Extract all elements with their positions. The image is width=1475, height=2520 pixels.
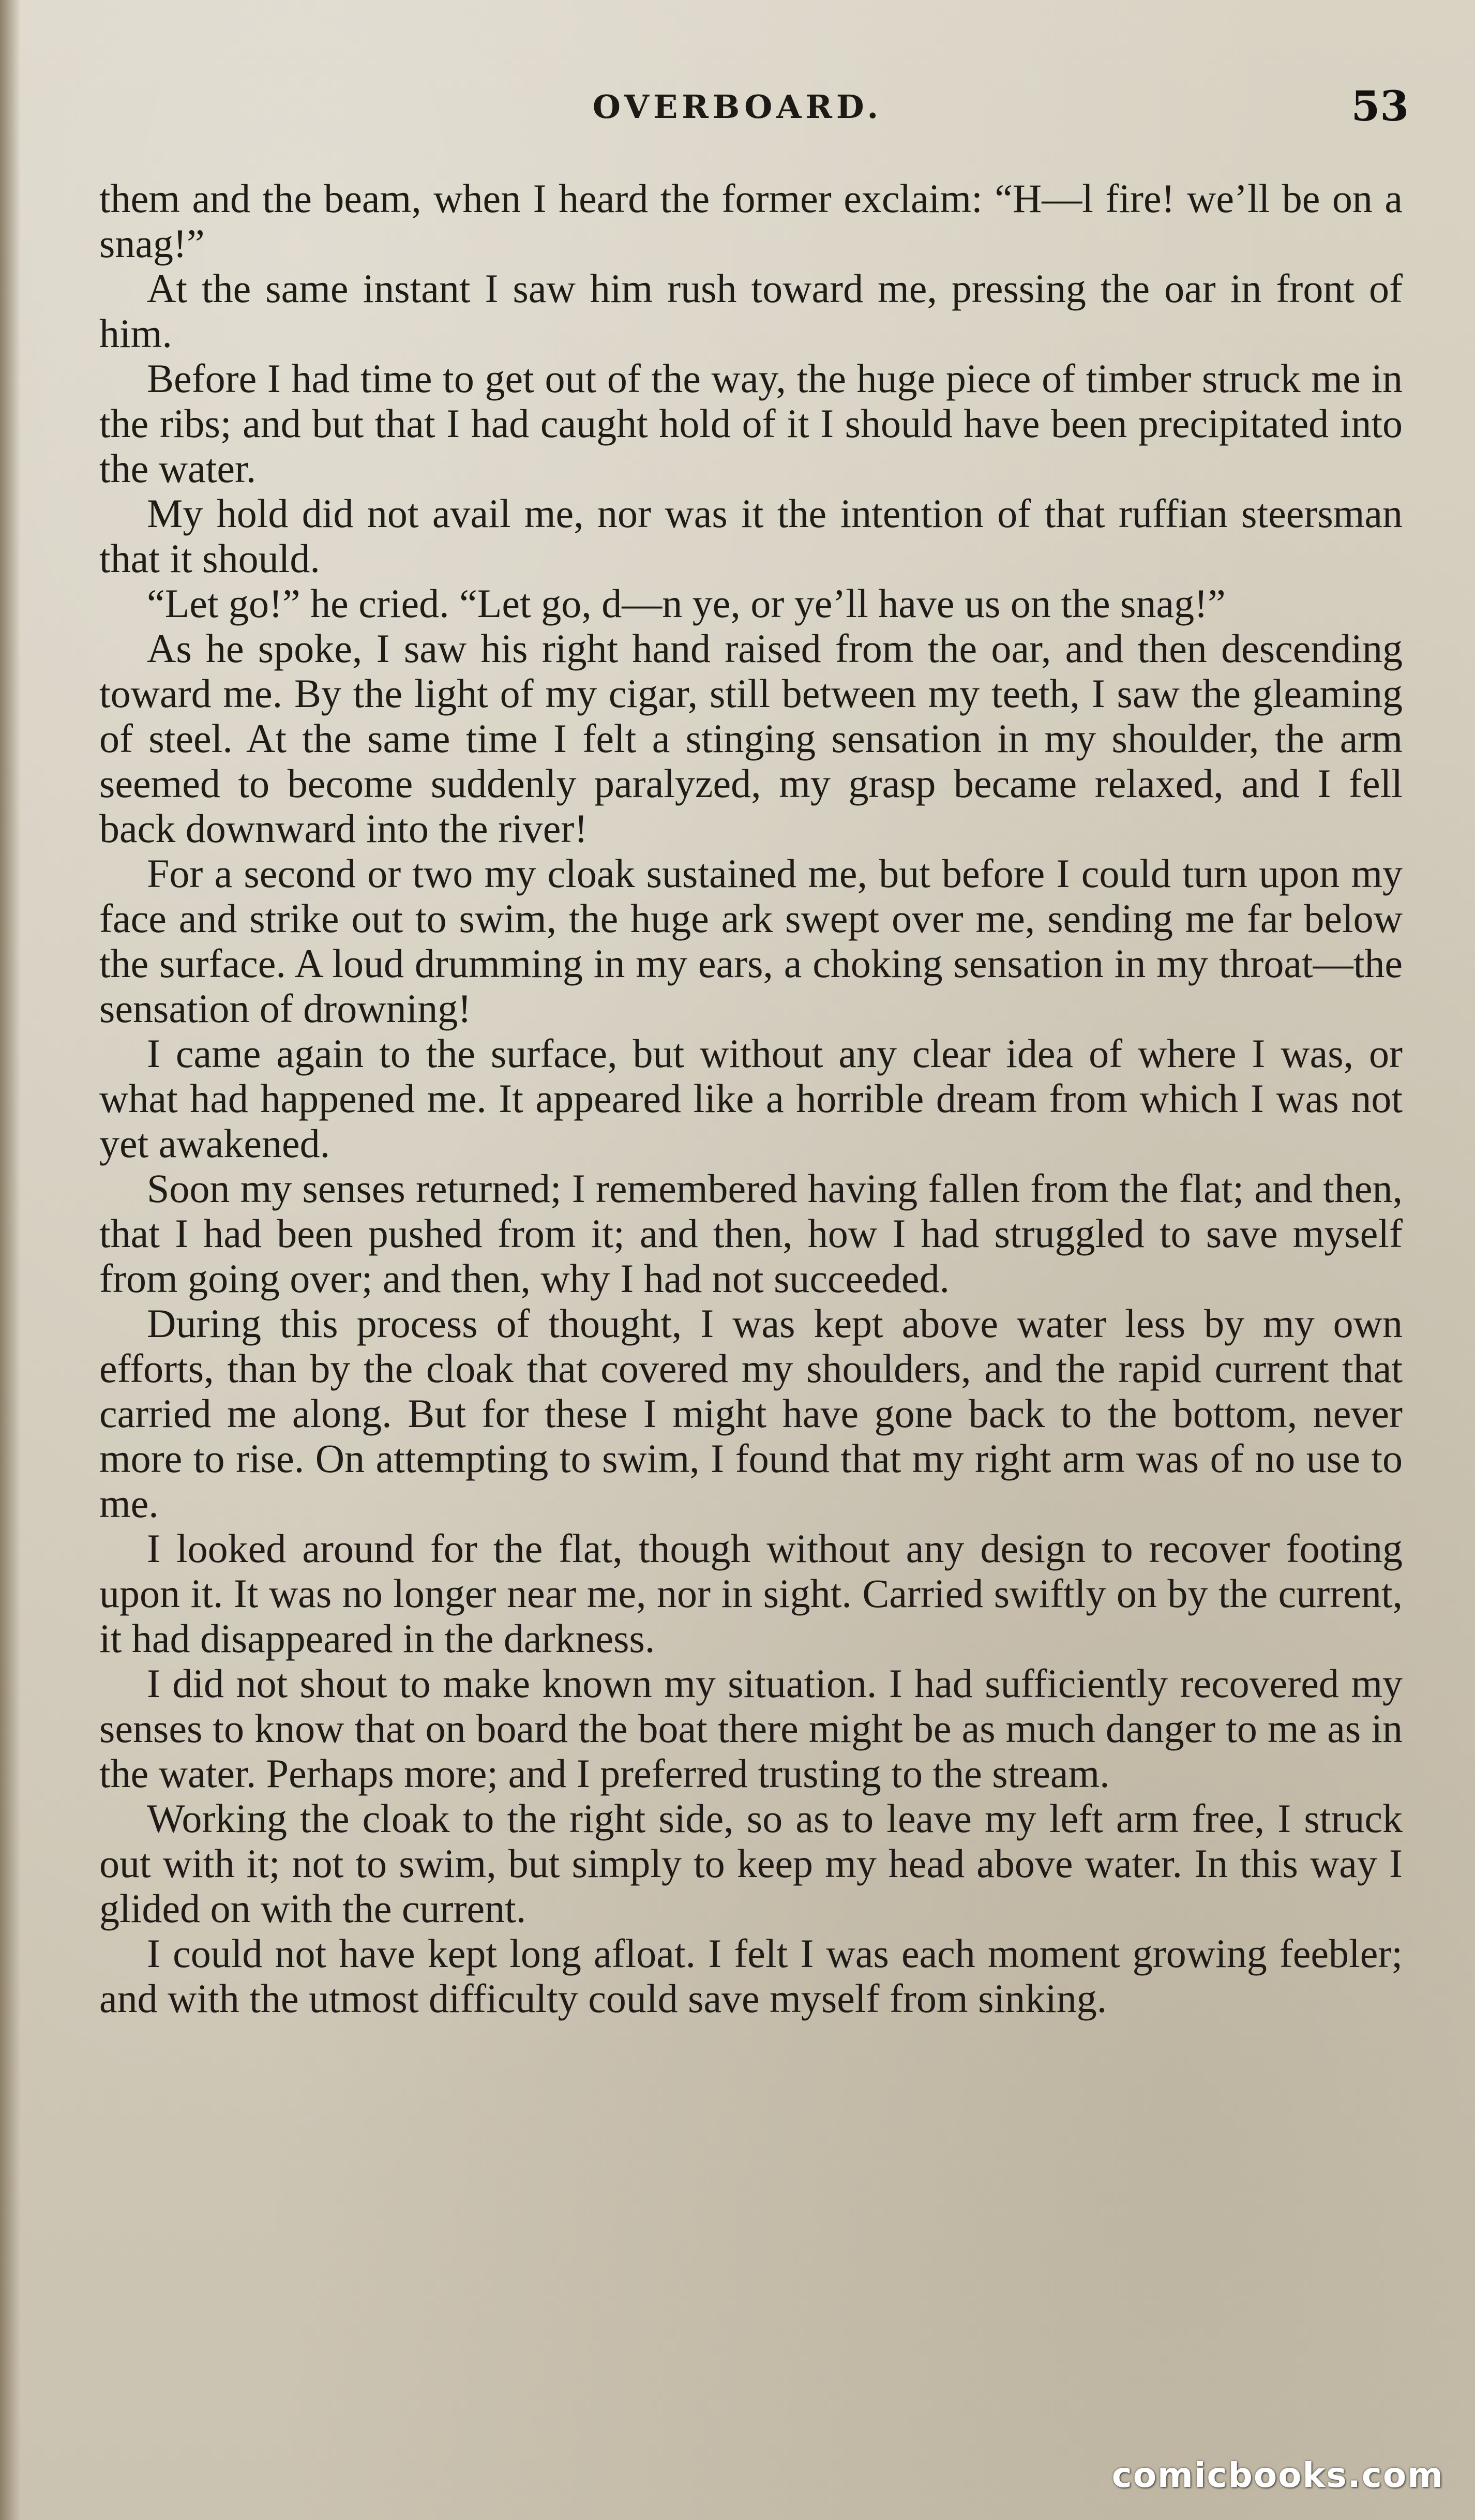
paragraph: I could not have kept long afloat. I felt I was each moment growing feebler; and with the utmost difficulty could save myself from sinking.	[99, 1931, 1403, 2021]
paragraph: Soon my senses returned; I remembered having fallen from the flat; and then, that I had been pushed from it; and then, how I had struggled to save myself from going over; and then, why I had not succeeded.	[99, 1166, 1403, 1301]
paragraph: As he spoke, I saw his right hand raised from the oar, and then descending toward me. By the light of my cigar, still between my teeth, I saw the gleaming of steel. At the same time I felt a stinging sensation in my shoulder, the arm seemed to become suddenly paralyzed, my grasp became relaxed, and I fell back downward into the river!	[99, 626, 1403, 851]
page-header	[0, 82, 1475, 145]
paragraph: My hold did not avail me, nor was it the intention of that ruffian steersman that it should.	[99, 491, 1403, 581]
page-edge-shadow	[0, 0, 21, 2520]
paragraph: Working the cloak to the right side, so as to leave my left arm free, I struck out with it; not to swim, but simply to keep my head above water. In this way I glided on with the current.	[99, 1796, 1403, 1931]
paragraph: Before I had time to get out of the way, the huge piece of timber struck me in the ribs; and but that I had caught hold of it I should have been precipitated into the water.	[99, 356, 1403, 491]
paragraph: At the same instant I saw him rush toward me, pressing the oar in front of him.	[99, 266, 1403, 356]
body-text	[99, 176, 1403, 2021]
paragraph: “Let go!” he cried. “Let go, d—n ye, or ye’ll have us on the snag!”	[147, 581, 1226, 626]
watermark: comicbooks.com	[1111, 2455, 1444, 2495]
paragraph: During this process of thought, I was kept above water less by my own efforts, than by the cloak that covered my shoulders, and the rapid current that carried me along. But for these I might have gone back to the bottom, never more to rise. On attempting to swim, I found that my right arm was of no use to me.	[99, 1301, 1403, 1526]
paragraph: them and the beam, when I heard the former exclaim: “H—l fire! we’ll be on a snag!”	[99, 176, 1403, 266]
paragraph: I came again to the surface, but without any clear idea of where I was, or what had happened me. It appeared like a horrible dream from which I was not yet awakened.	[99, 1031, 1403, 1166]
paragraph: I looked around for the flat, though without any design to recover footing upon it. It was no longer near me, nor in sight. Carried swiftly on by the current, it had disappeared in the darkness.	[99, 1526, 1403, 1661]
paragraph: I did not shout to make known my situation. I had sufficiently recovered my senses to know that on board the boat there might be as much danger to me as in the water. Perhaps more; and I preferred trusting to the stream.	[99, 1661, 1403, 1796]
running-title: OVERBOARD.	[592, 88, 883, 126]
paragraph: For a second or two my cloak sustained me, but before I could turn upon my face and strike out to swim, the huge ark swept over me, sending me far below the surface. A loud drumming in my ears, a choking sensation in my throat—the sensation of drowning!	[99, 851, 1403, 1031]
page-number: 53	[1351, 82, 1409, 130]
